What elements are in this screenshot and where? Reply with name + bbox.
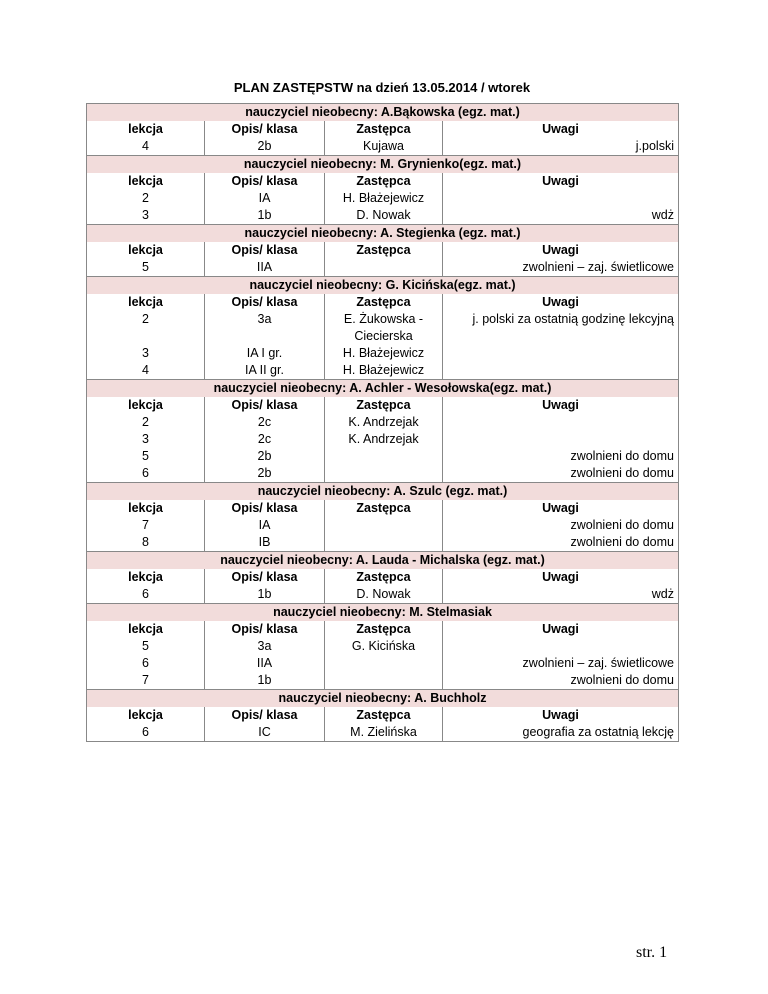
column-header-row (87, 397, 679, 414)
header-zastepca: Zastępca (325, 569, 443, 586)
page-number: str. 1 (636, 944, 668, 961)
cell-opis-klasa: IA II gr. (205, 362, 325, 380)
cell-zastepca (325, 517, 443, 534)
cell-zastepca (325, 259, 443, 277)
header-lekcja: lekcja (87, 500, 205, 517)
page-title: PLAN ZASTĘPSTW na dzień 13.05.2014 / wtorek (233, 80, 531, 95)
cell-zastepca (325, 672, 443, 690)
cell-uwagi: j.polski (443, 138, 679, 156)
cell-uwagi: j. polski za ostatnią godzinę lekcyjną (443, 311, 679, 345)
header-zastepca: Zastępca (325, 242, 443, 259)
header-uwagi: Uwagi (443, 500, 679, 517)
header-lekcja: lekcja (87, 397, 205, 414)
column-header-row (87, 621, 679, 638)
column-header-row (87, 242, 679, 259)
header-opis-klasa: Opis/ klasa (205, 242, 325, 259)
header-uwagi: Uwagi (443, 173, 679, 190)
header-opis-klasa: Opis/ klasa (205, 173, 325, 190)
cell-lekcja: 8 (87, 534, 205, 552)
cell-uwagi (443, 638, 679, 655)
cell-zastepca: E. Żukowska - Ciecierska (325, 311, 443, 345)
cell-lekcja: 6 (87, 465, 205, 483)
absent-teacher-row (87, 604, 679, 622)
absent-teacher-label: nauczyciel nieobecny: M. Grynienko(egz. mat.) (87, 156, 679, 174)
table-row (87, 259, 679, 277)
cell-lekcja: 3 (87, 431, 205, 448)
header-uwagi: Uwagi (443, 397, 679, 414)
substitution-table (86, 103, 679, 742)
cell-lekcja: 5 (87, 259, 205, 277)
column-header-row (87, 173, 679, 190)
header-lekcja: lekcja (87, 621, 205, 638)
cell-opis-klasa: 3a (205, 638, 325, 655)
header-opis-klasa: Opis/ klasa (205, 294, 325, 311)
header-uwagi: Uwagi (443, 242, 679, 259)
cell-lekcja: 3 (87, 345, 205, 362)
cell-zastepca (325, 534, 443, 552)
table-row (87, 586, 679, 604)
header-uwagi: Uwagi (443, 294, 679, 311)
cell-uwagi: zwolnieni do domu (443, 465, 679, 483)
cell-opis-klasa: 2c (205, 414, 325, 431)
cell-zastepca (325, 448, 443, 465)
absent-teacher-row (87, 104, 679, 122)
column-header-row (87, 121, 679, 138)
header-zastepca: Zastępca (325, 294, 443, 311)
cell-uwagi (443, 362, 679, 380)
header-zastepca: Zastępca (325, 500, 443, 517)
header-zastepca: Zastępca (325, 621, 443, 638)
cell-lekcja: 6 (87, 724, 205, 742)
cell-zastepca (325, 655, 443, 672)
cell-zastepca: K. Andrzejak (325, 414, 443, 431)
table-row (87, 534, 679, 552)
header-lekcja: lekcja (87, 242, 205, 259)
cell-opis-klasa: 2b (205, 138, 325, 156)
cell-zastepca: Kujawa (325, 138, 443, 156)
cell-zastepca: D. Nowak (325, 207, 443, 225)
cell-zastepca: G. Kicińska (325, 638, 443, 655)
cell-opis-klasa: IB (205, 534, 325, 552)
cell-uwagi: zwolnieni do domu (443, 672, 679, 690)
header-uwagi: Uwagi (443, 621, 679, 638)
header-opis-klasa: Opis/ klasa (205, 500, 325, 517)
header-lekcja: lekcja (87, 294, 205, 311)
cell-lekcja: 4 (87, 138, 205, 156)
column-header-row (87, 707, 679, 724)
cell-lekcja: 7 (87, 672, 205, 690)
table-row (87, 311, 679, 345)
cell-uwagi: zwolnieni do domu (443, 517, 679, 534)
absent-teacher-label: nauczyciel nieobecny: A. Achler - Wesołowska(egz. mat.) (87, 380, 679, 398)
table-row (87, 207, 679, 225)
cell-opis-klasa: 3a (205, 311, 325, 345)
header-zastepca: Zastępca (325, 121, 443, 138)
cell-lekcja: 7 (87, 517, 205, 534)
absent-teacher-row (87, 156, 679, 174)
cell-uwagi: zwolnieni do domu (443, 534, 679, 552)
cell-lekcja: 4 (87, 362, 205, 380)
absent-teacher-row (87, 380, 679, 398)
cell-lekcja: 6 (87, 586, 205, 604)
header-lekcja: lekcja (87, 569, 205, 586)
cell-opis-klasa: 2b (205, 465, 325, 483)
cell-lekcja: 6 (87, 655, 205, 672)
header-lekcja: lekcja (87, 121, 205, 138)
absent-teacher-row (87, 483, 679, 501)
cell-uwagi (443, 190, 679, 207)
table-row (87, 724, 679, 742)
table-row (87, 431, 679, 448)
cell-opis-klasa: IA I gr. (205, 345, 325, 362)
absent-teacher-label: nauczyciel nieobecny: A. Stegienka (egz. mat.) (87, 225, 679, 243)
header-opis-klasa: Opis/ klasa (205, 621, 325, 638)
cell-opis-klasa: 1b (205, 672, 325, 690)
cell-uwagi: zwolnieni do domu (443, 448, 679, 465)
cell-opis-klasa: IA (205, 190, 325, 207)
cell-lekcja: 2 (87, 311, 205, 345)
header-uwagi: Uwagi (443, 569, 679, 586)
cell-opis-klasa: IIA (205, 655, 325, 672)
header-opis-klasa: Opis/ klasa (205, 397, 325, 414)
table-row (87, 362, 679, 380)
cell-uwagi (443, 345, 679, 362)
absent-teacher-row (87, 277, 679, 295)
cell-opis-klasa: IA (205, 517, 325, 534)
cell-lekcja: 2 (87, 414, 205, 431)
cell-uwagi: wdż (443, 586, 679, 604)
absent-teacher-label: nauczyciel nieobecny: A. Lauda - Michalska (egz. mat.) (87, 552, 679, 570)
cell-opis-klasa: 2c (205, 431, 325, 448)
cell-uwagi: geografia za ostatnią lekcję (443, 724, 679, 742)
header-uwagi: Uwagi (443, 121, 679, 138)
absent-teacher-row (87, 225, 679, 243)
absent-teacher-label: nauczyciel nieobecny: A. Buchholz (87, 690, 679, 708)
header-opis-klasa: Opis/ klasa (205, 569, 325, 586)
cell-uwagi: wdż (443, 207, 679, 225)
cell-zastepca: H. Błażejewicz (325, 190, 443, 207)
cell-lekcja: 3 (87, 207, 205, 225)
table-row (87, 138, 679, 156)
column-header-row (87, 569, 679, 586)
substitution-table-body (87, 104, 679, 742)
absent-teacher-label: nauczyciel nieobecny: A.Bąkowska (egz. mat.) (87, 104, 679, 122)
column-header-row (87, 294, 679, 311)
cell-zastepca: H. Błażejewicz (325, 362, 443, 380)
table-row (87, 448, 679, 465)
table-row (87, 638, 679, 655)
cell-lekcja: 5 (87, 448, 205, 465)
cell-lekcja: 2 (87, 190, 205, 207)
cell-opis-klasa: 2b (205, 448, 325, 465)
absent-teacher-label: nauczyciel nieobecny: M. Stelmasiak (87, 604, 679, 622)
cell-opis-klasa: 1b (205, 207, 325, 225)
header-opis-klasa: Opis/ klasa (205, 121, 325, 138)
cell-uwagi (443, 431, 679, 448)
table-row (87, 190, 679, 207)
table-row (87, 345, 679, 362)
header-opis-klasa: Opis/ klasa (205, 707, 325, 724)
absent-teacher-row (87, 690, 679, 708)
header-uwagi: Uwagi (443, 707, 679, 724)
table-row (87, 672, 679, 690)
cell-zastepca: M. Zielińska (325, 724, 443, 742)
cell-zastepca: H. Błażejewicz (325, 345, 443, 362)
cell-uwagi: zwolnieni – zaj. świetlicowe (443, 259, 679, 277)
table-row (87, 465, 679, 483)
absent-teacher-label: nauczyciel nieobecny: A. Szulc (egz. mat.) (87, 483, 679, 501)
cell-opis-klasa: IC (205, 724, 325, 742)
header-lekcja: lekcja (87, 707, 205, 724)
absent-teacher-row (87, 552, 679, 570)
header-zastepca: Zastępca (325, 397, 443, 414)
cell-lekcja: 5 (87, 638, 205, 655)
header-zastepca: Zastępca (325, 707, 443, 724)
cell-zastepca (325, 465, 443, 483)
cell-opis-klasa: IIA (205, 259, 325, 277)
absent-teacher-label: nauczyciel nieobecny: G. Kicińska(egz. mat.) (87, 277, 679, 295)
cell-uwagi (443, 414, 679, 431)
column-header-row (87, 500, 679, 517)
table-row (87, 517, 679, 534)
table-row (87, 655, 679, 672)
header-zastepca: Zastępca (325, 173, 443, 190)
cell-zastepca: K. Andrzejak (325, 431, 443, 448)
cell-zastepca: D. Nowak (325, 586, 443, 604)
cell-uwagi: zwolnieni – zaj. świetlicowe (443, 655, 679, 672)
header-lekcja: lekcja (87, 173, 205, 190)
table-row (87, 414, 679, 431)
cell-opis-klasa: 1b (205, 586, 325, 604)
